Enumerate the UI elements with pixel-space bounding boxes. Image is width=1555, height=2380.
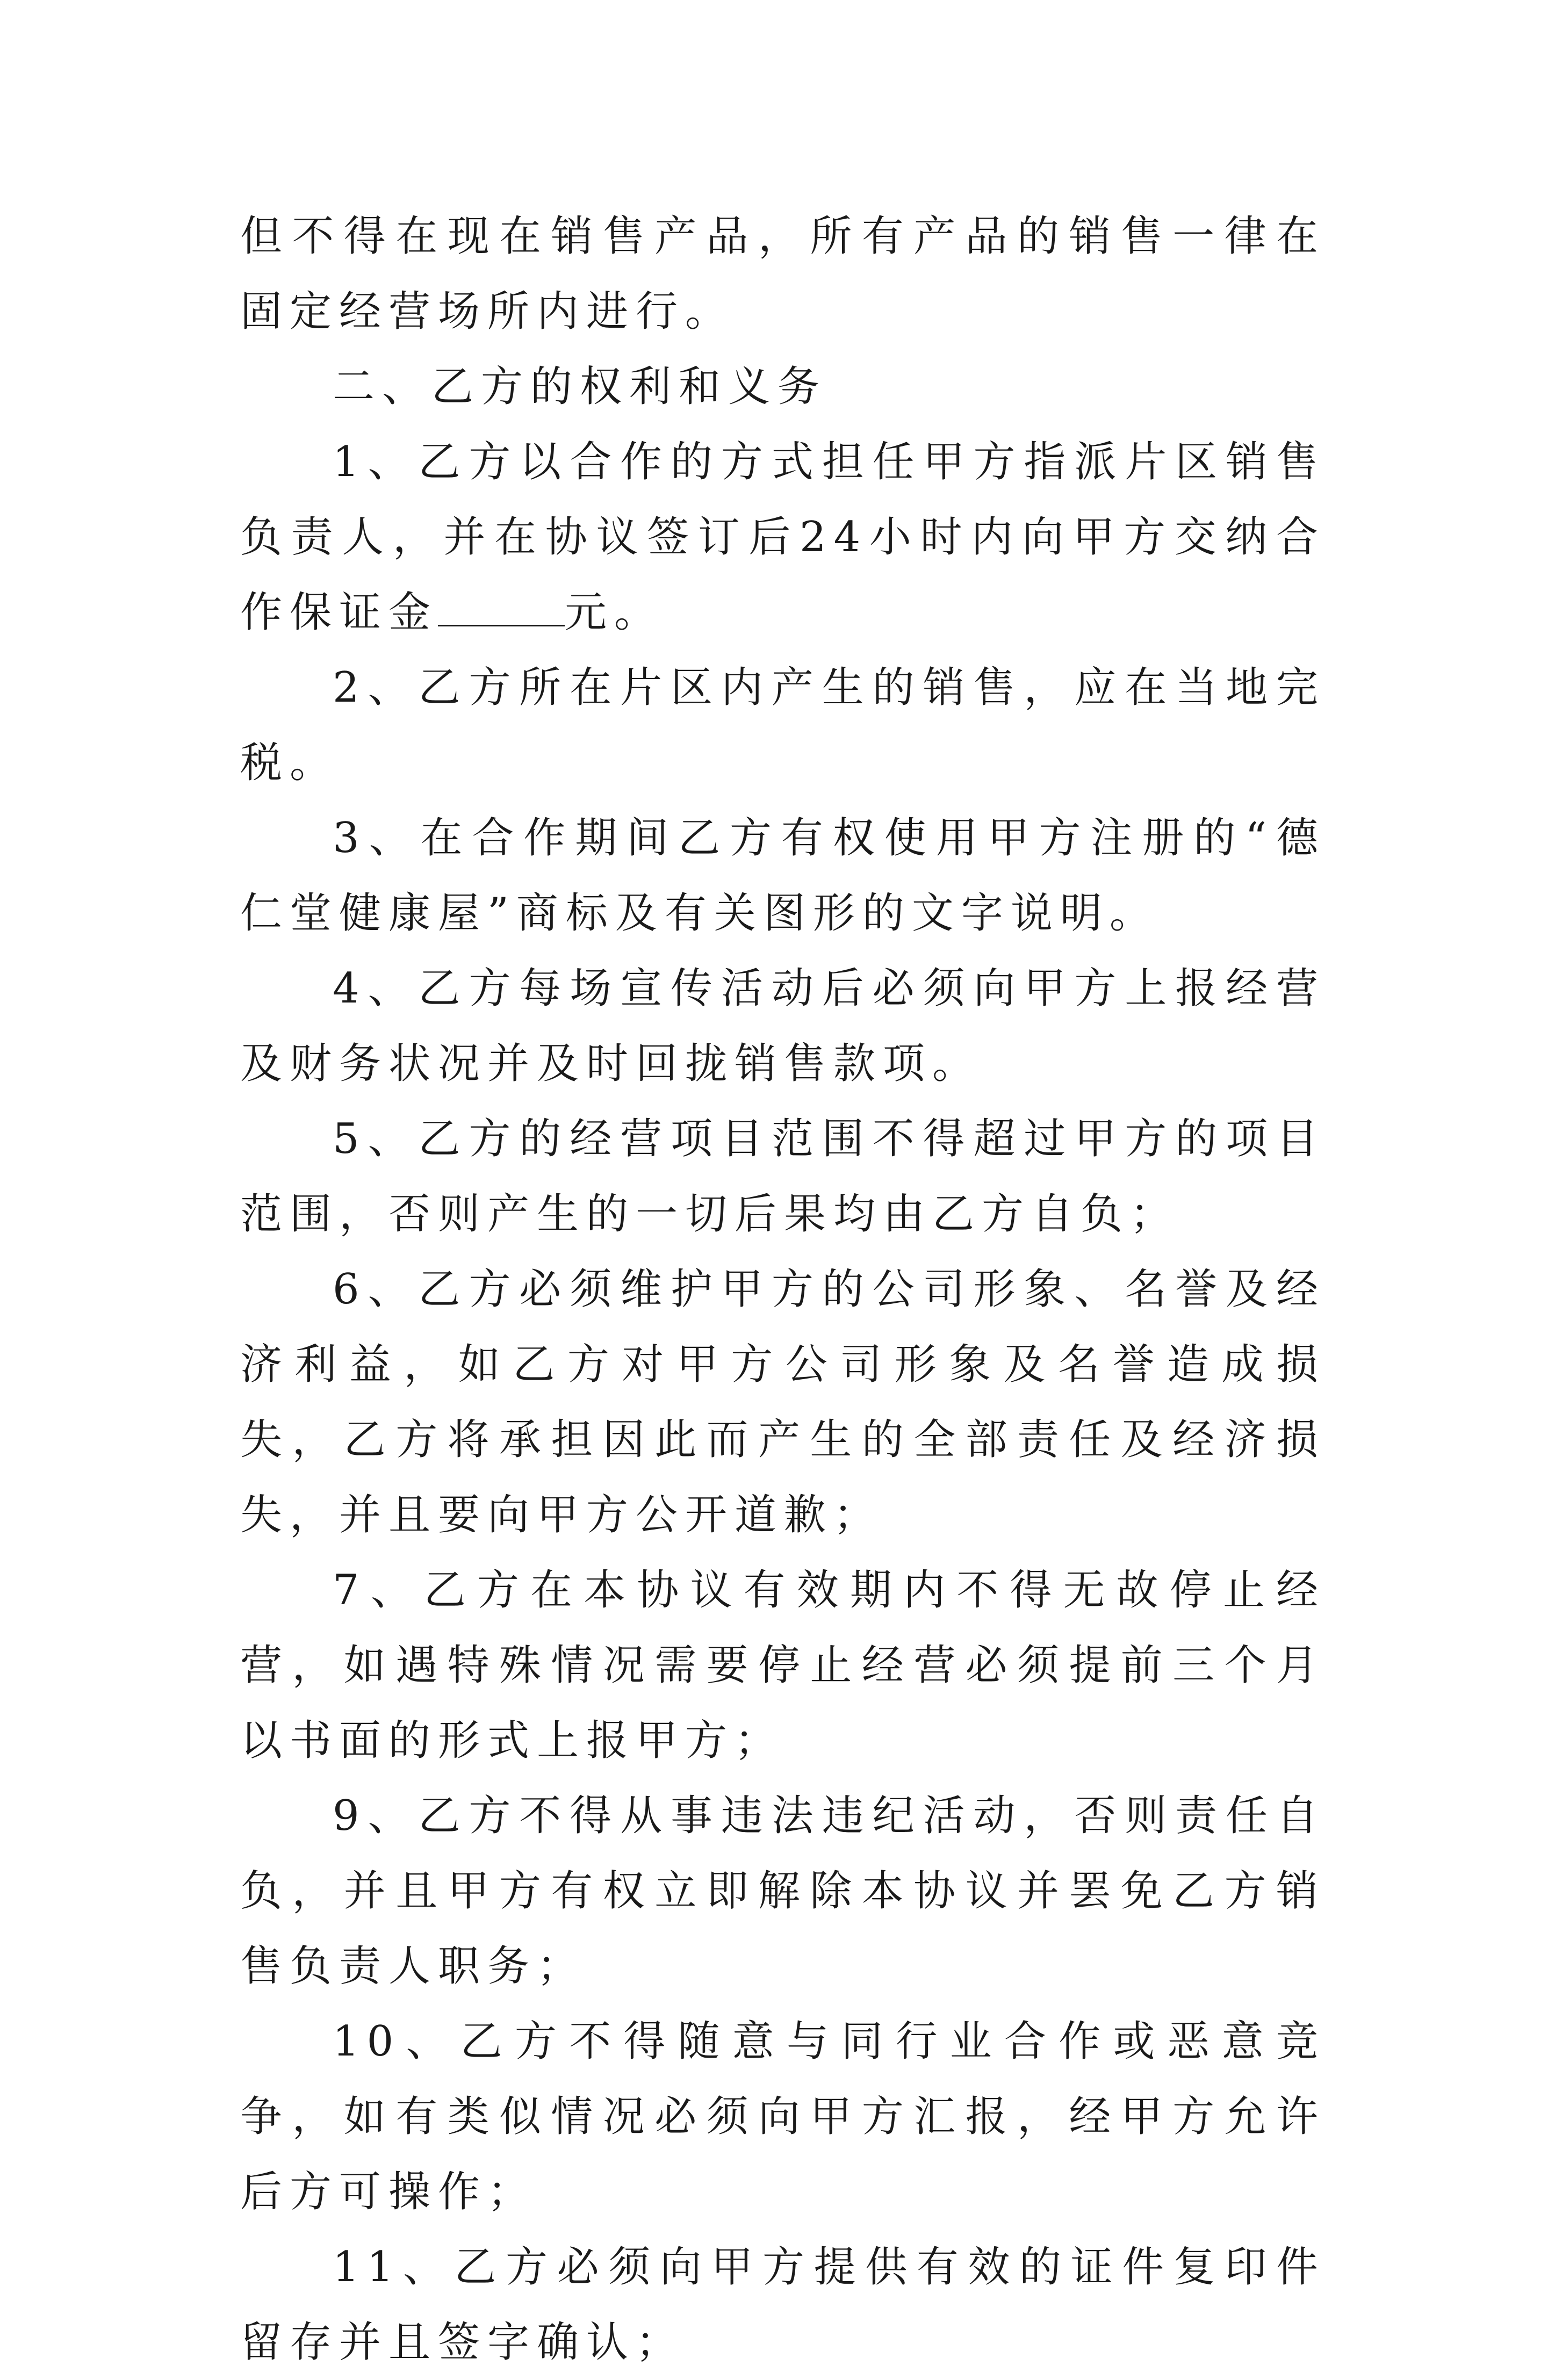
clause-9: 9、乙方不得从事违法违纪活动，否则责任自负，并且甲方有权立即解除本协议并罢免乙方销售负责人职务； bbox=[240, 1792, 1326, 1990]
clause-11: 11、乙方必须向甲方提供有效的证件复印件留存并且签字确认； bbox=[240, 2243, 1326, 2367]
section-heading: 二、乙方的权利和义务 bbox=[333, 363, 827, 411]
clause-10: 10、乙方不得随意与同行业合作或恶意竞争，如有类似情况必须向甲方汇报，经甲方允许后方可操作； bbox=[240, 2017, 1326, 2216]
clause-6: 6、乙方必须维护甲方的公司形象、名誉及经济利益，如乙方对甲方公司形象及名誉造成损失，乙方将承担因此而产生的全部责任及经济损失，并且要向甲方公开道歉； bbox=[240, 1265, 1326, 1539]
clause-5: 5、乙方的经营项目范围不得超过甲方的项目范围，否则产生的一切后果均由乙方自负； bbox=[240, 1115, 1326, 1238]
deposit-amount-blank bbox=[438, 592, 565, 626]
clause-4: 4、乙方每场宣传活动后必须向甲方上报经营及财务状况并及时回拢销售款项。 bbox=[240, 964, 1326, 1088]
clause-1 bbox=[240, 424, 1326, 650]
paragraph-continuation: 但不得在现在销售产品，所有产品的销售一律在固定经营场所内进行。 bbox=[240, 212, 1326, 336]
clause-2: 2、乙方所在片区内产生的销售，应在当地完税。 bbox=[240, 663, 1326, 787]
clause-3: 3、在合作期间乙方有权使用甲方注册的“德仁堂健康屋”商标及有关图形的文字说明。 bbox=[240, 814, 1326, 937]
clause-1-text: 1、乙方以合作的方式担任甲方指派片区销售负责人，并在协议签订后24小时内向甲方交纳合作保证金 bbox=[240, 438, 1326, 637]
clause-1-unit: 元。 bbox=[565, 588, 664, 637]
clause-7: 7、乙方在本协议有效期内不得无故停止经营，如遇特殊情况需要停止经营必须提前三个月以书面的形式上报甲方； bbox=[240, 1566, 1326, 1765]
document-body bbox=[240, 199, 1326, 2380]
